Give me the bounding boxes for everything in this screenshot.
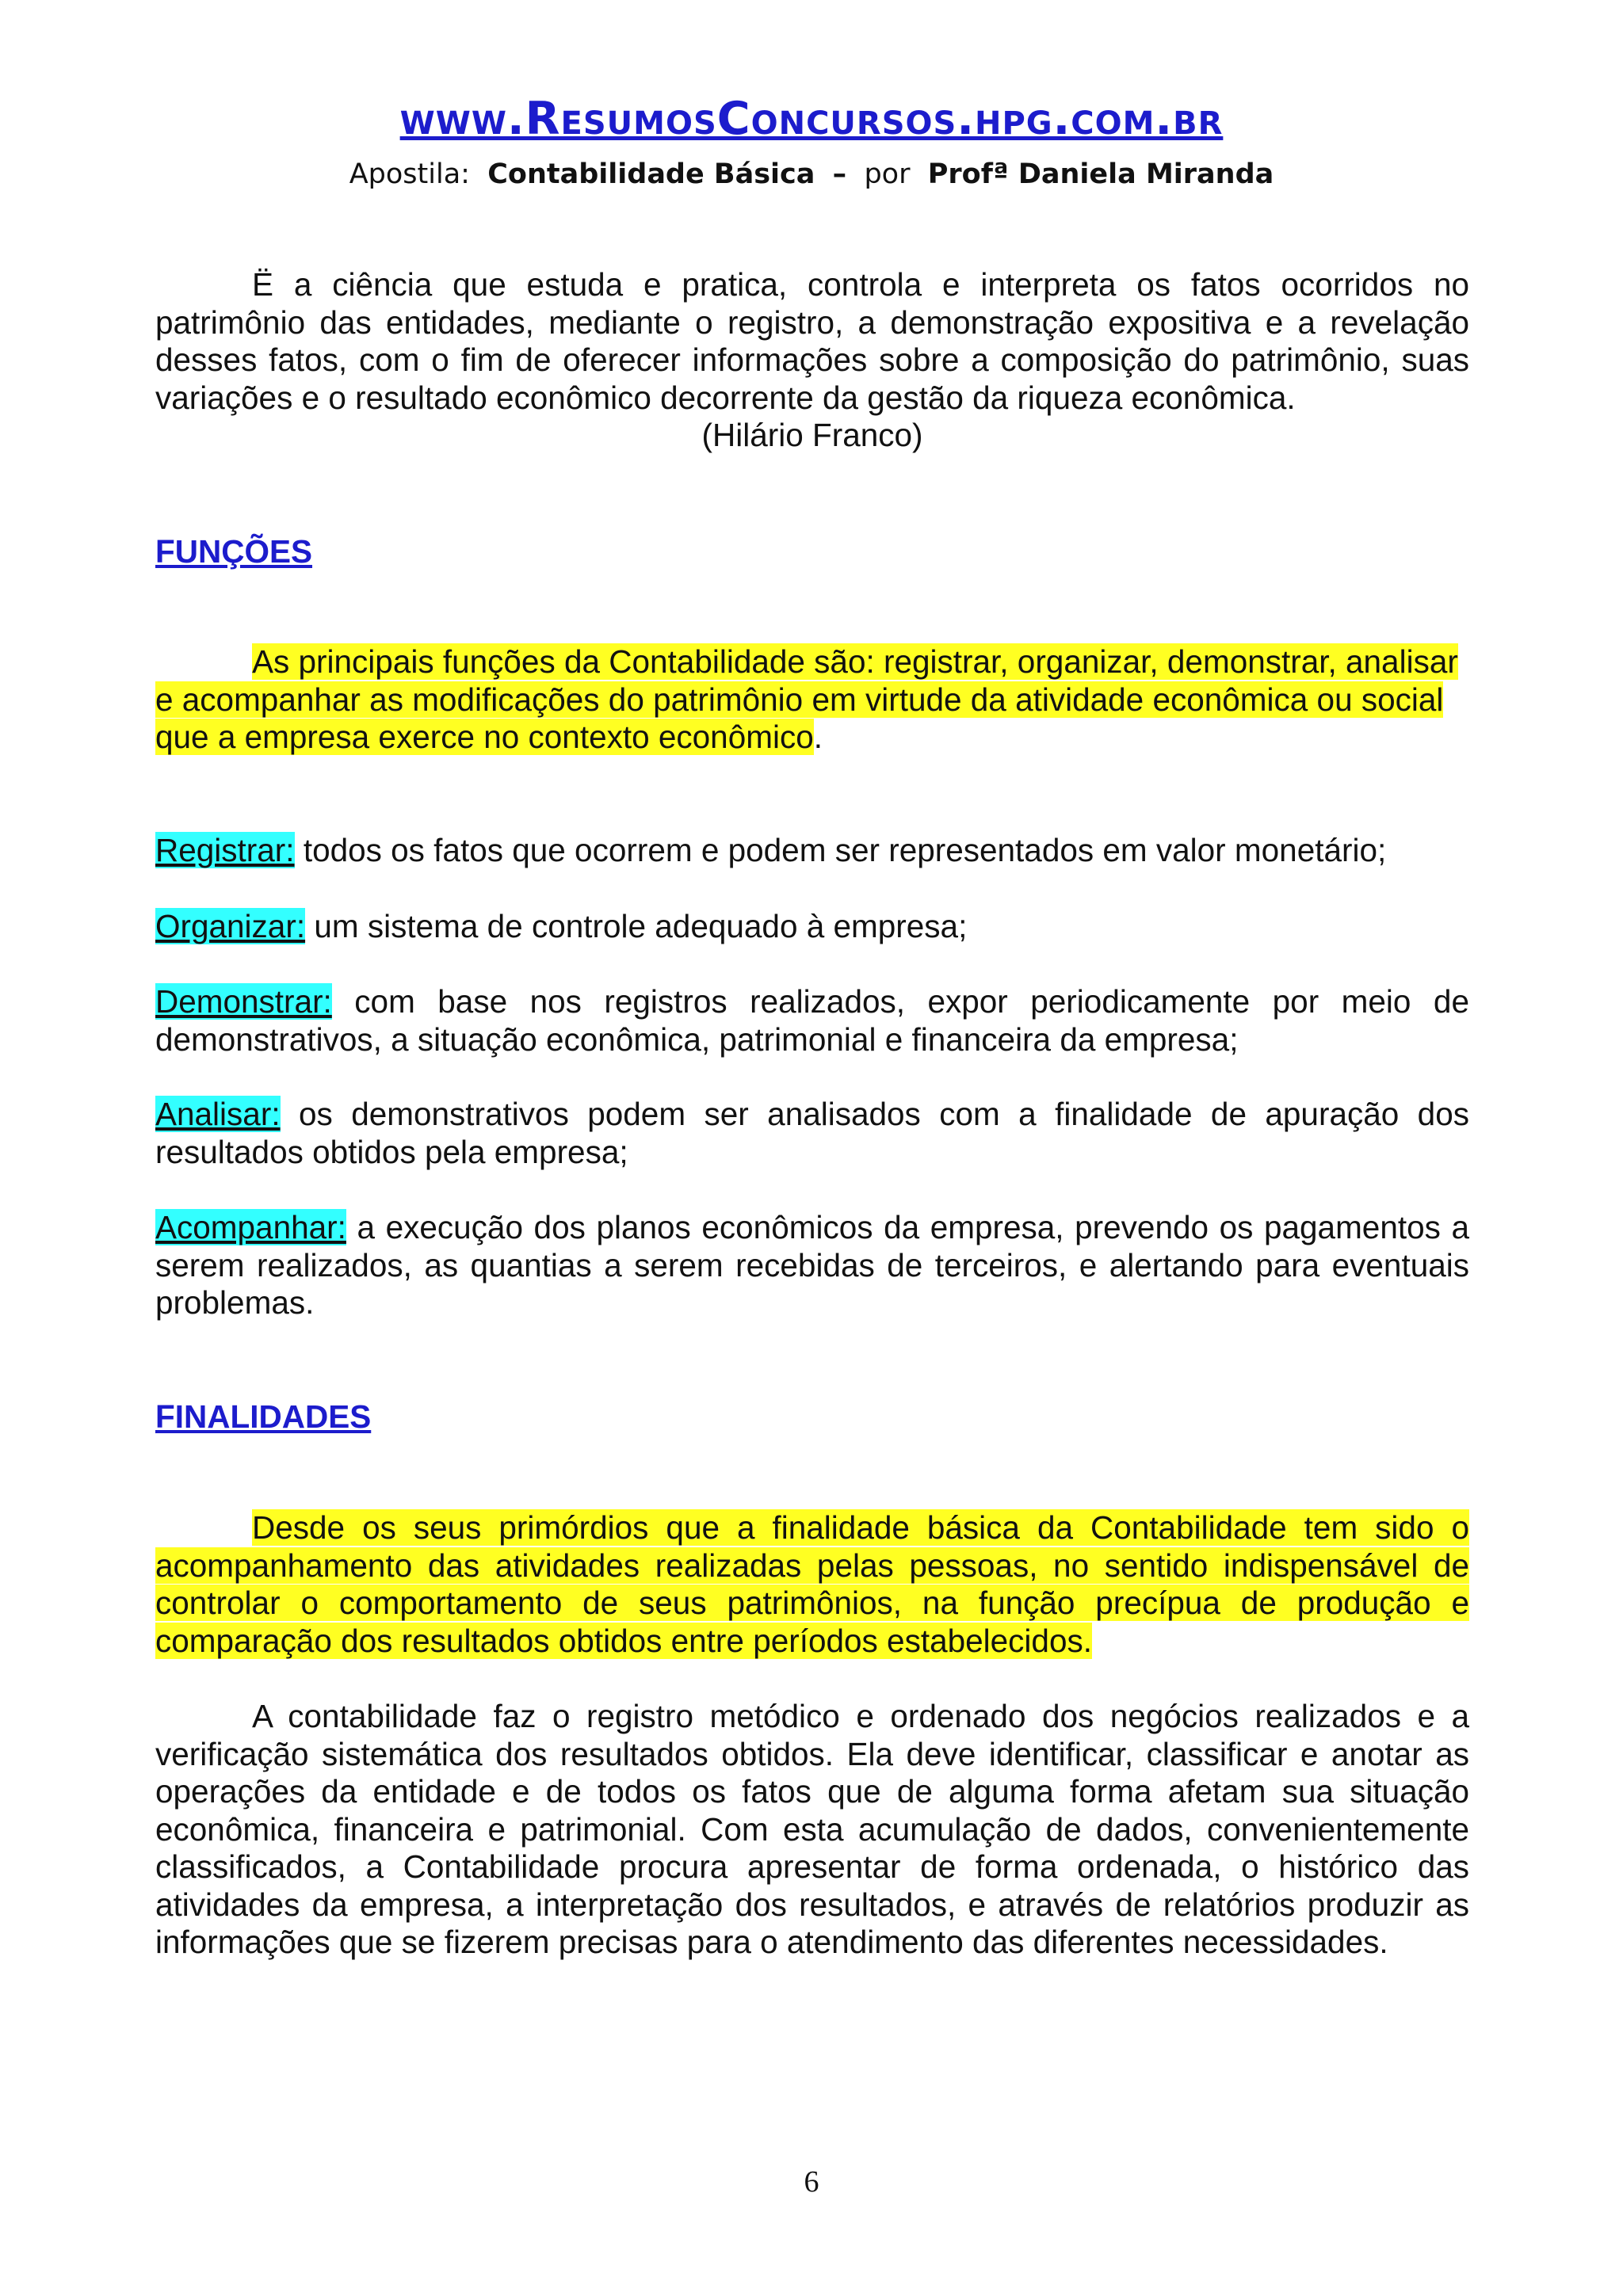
document-subtitle — [0, 158, 1623, 190]
finalidades-p2: A contabilidade faz o registro metódico e ordenado dos negócios realizados e a verificação sistemática dos resultados obtidos. Ela deve identificar, classificar e anotar as operações da entidade e de todos os fatos que de alguma forma afetam sua situação econômica, financeira e patrimonial. Com esta acumulação de dados, convenientemente classificados, a Contabilidade procura apresentar de forma ordenada, o histórico das atividades da empresa, a interpretação dos resultados, e através de relatórios produzir as informações que se fizerem precisas para o atendimento das diferentes necessidades. — [155, 1698, 1469, 1960]
site-title-link[interactable]: www.ResumosConcursos.hpg.com.br — [399, 93, 1224, 145]
subtitle-dash: – — [832, 158, 847, 190]
text-acompanhar: a execução dos planos econômicos da empresa, prevendo os pagamentos a serem realizados, as quantias a serem recebidas de terceiros, e alertando para eventuais problemas. — [155, 1209, 1469, 1321]
term-demonstrar: Demonstrar: — [155, 983, 332, 1020]
subtitle-by: por — [864, 158, 911, 190]
funcoes-item-demonstrar — [155, 983, 1469, 1058]
finalidades-p1-highlight: Desde os seus primórdios que a finalidade básica da Contabilidade tem sido o acompanhamento das atividades realizadas pelas pessoas, no sentido indispensável de controlar o comportamento de seus patrimônios, na função precípua de produção e comparação dos resultados obtidos entre períodos estabelecidos. — [155, 1509, 1469, 1659]
subtitle-label: Apostila: — [349, 158, 470, 190]
intro-attribution: (Hilário Franco) — [701, 417, 923, 453]
term-acompanhar: Acompanhar: — [155, 1209, 346, 1245]
intro-section — [155, 266, 1469, 455]
finalidades-p1 — [155, 1509, 1469, 1660]
text-analisar: os demonstrativos podem ser analisados com a finalidade de apuração dos resultados obtidos pela empresa; — [155, 1096, 1469, 1170]
page-number: 6 — [804, 2165, 819, 2199]
funcoes-item-organizar — [155, 908, 1469, 946]
finalidades-paragraph-1 — [155, 1509, 1469, 1660]
term-registrar: Registrar: — [155, 832, 295, 868]
text-demonstrar: com base nos registros realizados, expor periodicamente por meio de demonstrativos, a situação econômica, patrimonial e financeira da empresa; — [155, 983, 1469, 1058]
funcoes-item-acompanhar — [155, 1209, 1469, 1322]
text-registrar: todos os fatos que ocorrem e podem ser representados em valor monetário; — [303, 832, 1387, 868]
section-heading-funcoes[interactable]: FUNÇÕES — [155, 533, 313, 570]
funcoes-intro-highlight: As principais funções da Contabilidade são: registrar, organizar, demonstrar, analisar e acompanhar as modificações do patrimônio em virtude da atividade econômica ou social que a empresa exerce no contexto econômico — [155, 643, 1458, 755]
funcoes-intro-paragraph — [155, 643, 1463, 757]
course-name: Contabilidade Básica — [487, 158, 815, 190]
funcoes-intro — [155, 643, 1463, 757]
text-organizar: um sistema de controle adequado à empresa; — [314, 908, 968, 944]
section-heading-finalidades[interactable]: FINALIDADES — [155, 1398, 372, 1435]
intro-paragraph: Ë a ciência que estuda e pratica, controla e interpreta os fatos ocorridos no patrimônio das entidades, mediante o registro, a demonstração expositiva e a revelação desses fatos, com o fim de oferecer informações sobre a composição do patrimônio, suas variações e o resultado econômico decorrente da gestão da riqueza econômica. — [155, 266, 1469, 416]
funcoes-intro-period: . — [813, 719, 823, 755]
funcoes-item-registrar — [155, 832, 1469, 870]
term-organizar: Organizar: — [155, 908, 306, 944]
finalidades-paragraph-2 — [155, 1698, 1469, 1962]
term-analisar: Analisar: — [155, 1096, 281, 1132]
author-name: Profª Daniela Miranda — [927, 158, 1274, 190]
funcoes-item-analisar — [155, 1096, 1469, 1171]
